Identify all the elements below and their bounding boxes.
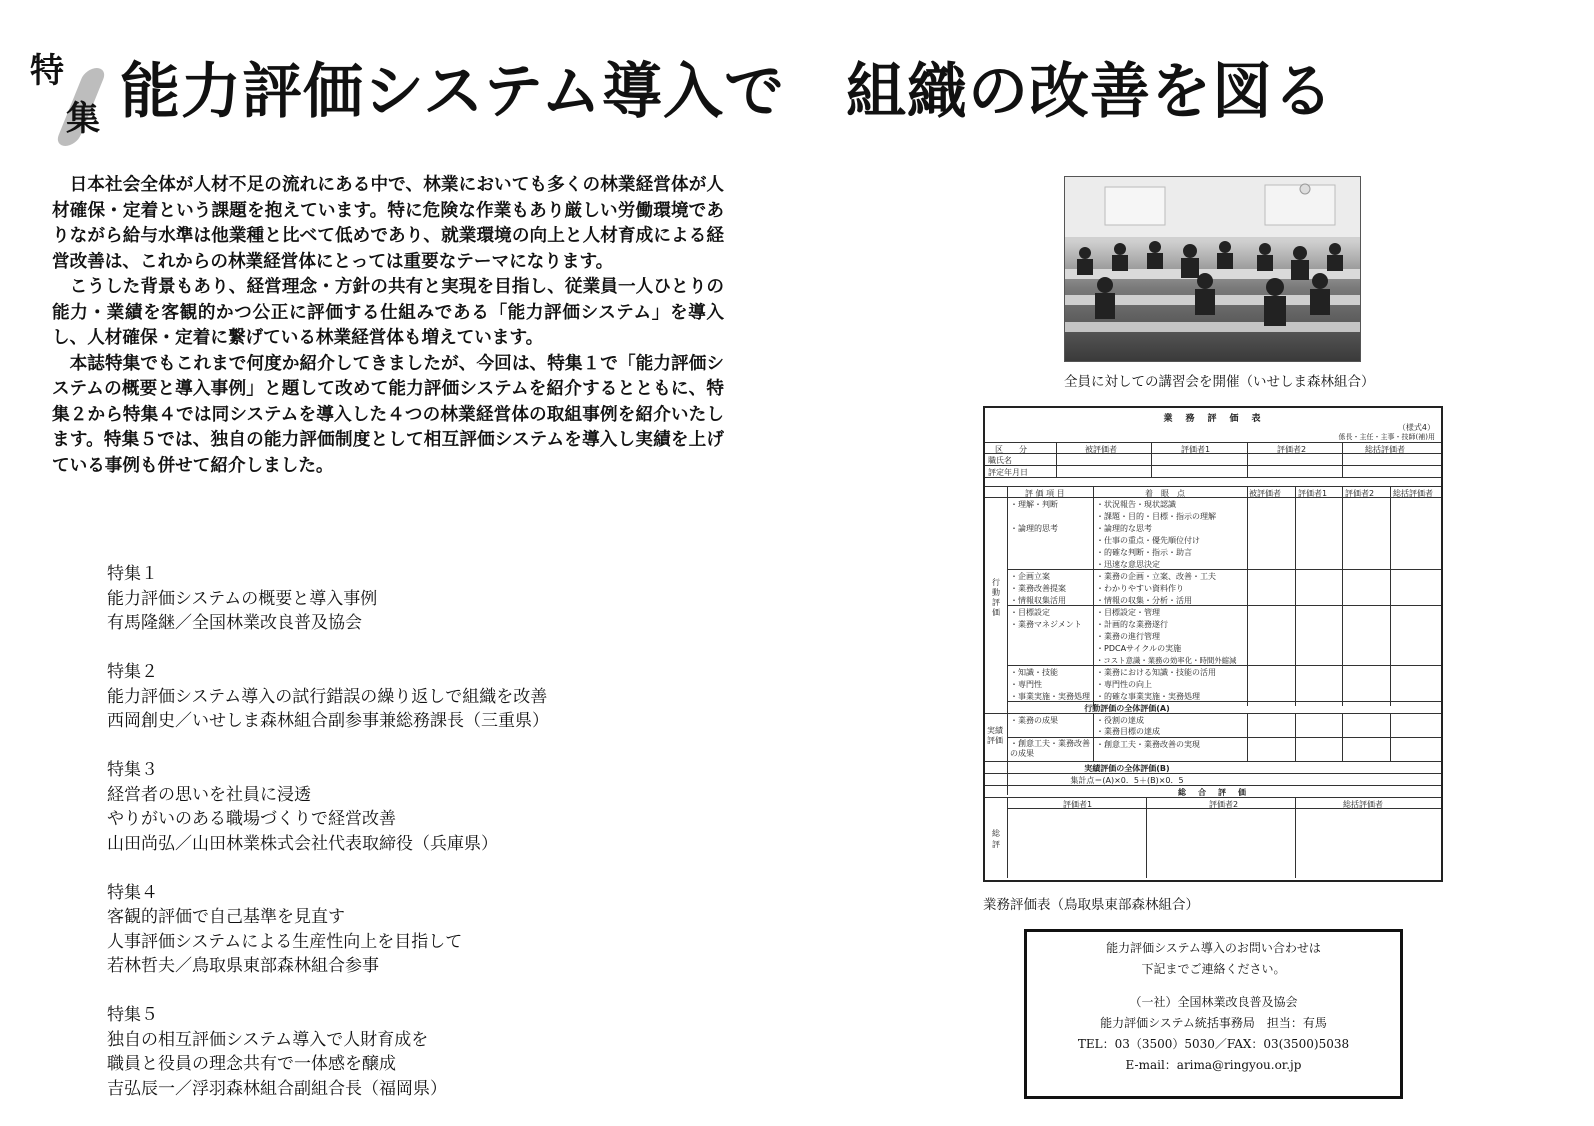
eval-point: ・論理的な思考 [1096, 524, 1152, 533]
eval-col-evaluator1: 評価者1 [1298, 489, 1328, 498]
action-total: 行動評価の全体評価(A) [1084, 704, 1170, 713]
eval-col-general: 総括評価者 [1393, 489, 1433, 498]
feature-line: 客観的評価で自己基準を見直す [107, 907, 345, 927]
feature-item [107, 660, 667, 734]
feature-item [107, 1003, 667, 1101]
eval-col-points: 着 眼 点 [1145, 489, 1185, 498]
head-col-evaluee: 被評価者 [1085, 445, 1117, 454]
contact-line-1: 能力評価システム導入のお問い合わせは [1106, 941, 1321, 955]
eval-item: ・業務マネジメント [1010, 620, 1082, 629]
overall-col-general: 総括評価者 [1343, 800, 1383, 809]
eval-point: ・仕事の重点・優先順位付け [1096, 536, 1200, 545]
eval-item: ・企画立案 [1010, 572, 1050, 581]
feature-item [107, 562, 667, 636]
eval-item: ・知識・技能 [1010, 668, 1058, 677]
contact-tel: TEL：03（3500）5030／FAX：03(3500)5038 [1077, 1037, 1350, 1051]
feature-item [107, 881, 667, 979]
seminar-photo-drawing [1065, 177, 1360, 361]
feature-list [107, 562, 667, 1126]
intro-paragraph-1: 日本社会全体が人材不足の流れにある中で、林業においても多くの林業経営体が人材確保・定着という課題を抱えています。特に危険な作業もあり厳しい労働環境でありながら給与水準は他業種と比べて低めであり、就業環境の向上と人材育成による経営改善は、これからの林業経営体にとっては重要なテーマになります。 [52, 174, 724, 272]
eval-item: ・専門性 [1010, 680, 1042, 689]
eval-point: ・計画的な業務遂行 [1096, 620, 1168, 629]
eval-point: ・業務の企画・立案、改善・工夫 [1096, 572, 1216, 581]
feature-line: 経営者の思いを社員に浸透 [107, 784, 311, 805]
intro-paragraph-3: 本誌特集でもこれまで何度か紹介してきましたが、今回は、特集１で「能力評価システムの概要と導入事例」と題して改めて能力評価システムを紹介するとともに、特集２から特集４では同システムを導入した４つの林業経営体の取組事例を紹介いたします。特集５では、独自の能力評価制度として相互評価システムを導入し実績を上げている事例も併せて紹介しました。 [52, 352, 724, 476]
feature-line: 若林哲夫／鳥取県東部森林組合参事 [107, 956, 379, 976]
eval-point: ・専門性の向上 [1096, 680, 1152, 689]
feature-line: 能力評価システム導入の試行錯誤の繰り返しで組織を改善 [107, 686, 548, 707]
eval-point: ・PDCAサイクルの実施 [1096, 644, 1182, 653]
section-action: 行 動 評 価 [992, 578, 1000, 617]
seminar-photo [1064, 176, 1361, 362]
eval-point: ・課題・目的・目標・指示の理解 [1096, 512, 1216, 521]
form-target: 係長・主任・主事・技師(補)用 [1338, 433, 1435, 441]
feature-line: 有馬隆継／全国林業改良普及協会 [107, 613, 362, 633]
intro-paragraph-2: こうした背景もあり、経営理念・方針の共有と実現を目指し、従業員一人ひとりの能力・業績を客観的かつ公正に評価する仕組みである「能力評価システム」を導入し、人材確保・定着に繋げている林業経営体も増えています。 [52, 276, 724, 348]
eval-item: ・論理的思考 [1010, 524, 1058, 533]
contact-office: 能力評価システム統括事務局 担当：有馬 [1100, 1016, 1327, 1030]
eval-item: ・事業実施・実務処理 [1010, 692, 1090, 701]
result-point: ・業務目標の達成 [1096, 727, 1160, 736]
feature-line: 西岡創史／いせしま森林組合副参事兼総務課長（三重県） [107, 711, 549, 731]
eval-item: ・情報収集活用 [1010, 596, 1066, 605]
result-total: 実績評価の全体評価(B) [1084, 764, 1170, 773]
contact-org: （一社）全国林業改良普及協会 [1129, 995, 1298, 1009]
eval-point: ・状況報告・現状認識 [1096, 500, 1176, 509]
head-col-general: 総括評価者 [1365, 445, 1405, 454]
form-style-no: （様式4） [1397, 423, 1435, 432]
head-col-section: 区 分 [995, 445, 1027, 454]
eval-item: ・目標設定 [1010, 608, 1050, 617]
eval-col-items: 評 価 項 目 [1025, 489, 1065, 498]
eval-point: ・的確な判断・指示・助言 [1096, 548, 1192, 557]
feature-line: 人事評価システムによる生産性向上を目指して [107, 931, 463, 952]
page-title-part-2: 組織の改善を図る [846, 57, 1334, 127]
eval-item: ・業務改善提案 [1010, 584, 1066, 593]
overall-title: 総 合 評 価 [1178, 788, 1248, 797]
result-item: ・業務の成果 [1010, 716, 1058, 725]
eval-point: ・的確な事業実施・実務処理 [1096, 692, 1200, 701]
eval-point: ・業務における知識・技能の活用 [1096, 668, 1216, 677]
score-formula: 集計点＝(A)×0．5＋(B)×0．5 [1070, 776, 1184, 785]
badge-char-1: 特 [30, 51, 64, 91]
eval-item: ・理解・判断 [1010, 500, 1058, 509]
feature-line: 独自の相互評価システム導入で人財育成を [107, 1029, 429, 1050]
eval-col-evaluator2: 評価者2 [1345, 489, 1375, 498]
contact-box [1024, 929, 1403, 1099]
eval-point: ・わかりやすい資料作り [1096, 584, 1184, 593]
overall-col-evaluator1: 評価者1 [1063, 800, 1093, 809]
head-col-evaluator2: 評価者2 [1277, 445, 1307, 454]
eval-point: ・業務の進行管理 [1096, 632, 1160, 641]
feature-line: やりがいのある職場づくりで経営改善 [107, 809, 396, 829]
contact-email[interactable]: E-mail：arima@ringyou.or.jp [1125, 1058, 1302, 1072]
feature-heading: 特集５ [107, 1005, 158, 1025]
contact-line-2: 下記までご連絡ください。 [1141, 962, 1286, 976]
feature-line: 吉弘辰一／浮羽森林組合副組合長（福岡県） [107, 1078, 447, 1099]
feature-heading: 特集１ [107, 564, 158, 584]
evaluation-form [983, 406, 1443, 882]
form-caption: 業務評価表（鳥取県東部森林組合） [983, 897, 1199, 913]
overall-col-evaluator2: 評価者2 [1209, 800, 1239, 809]
row-date: 評定年月日 [988, 468, 1028, 477]
form-title: 業 務 評 価 表 [1163, 414, 1263, 424]
page-title-part-1: 能力評価システム導入で [120, 57, 785, 127]
section-result: 実績 評価 [987, 726, 1003, 745]
badge-char-2: 集 [66, 99, 100, 139]
result-point: ・役割の達成 [1096, 716, 1144, 725]
eval-point: ・情報の収集・分析・活用 [1096, 596, 1192, 605]
feature-item [107, 758, 667, 856]
feature-line: 山田尚弘／山田林業株式会社代表取締役（兵庫県） [107, 833, 498, 854]
result-point: ・創意工夫・業務改善の実現 [1096, 740, 1200, 749]
head-col-evaluator1: 評価者1 [1181, 445, 1211, 454]
eval-point: ・目標設定・管理 [1096, 608, 1160, 617]
feature-line: 職員と役員の理念共有で一体感を醸成 [107, 1054, 396, 1074]
eval-point: ・迅速な意思決定 [1096, 560, 1160, 569]
feature-badge [30, 50, 116, 142]
feature-heading: 特集３ [107, 760, 158, 780]
feature-heading: 特集４ [107, 882, 158, 903]
feature-line: 能力評価システムの概要と導入事例 [107, 588, 378, 609]
feature-heading: 特集２ [107, 662, 158, 682]
row-name: 職氏名 [988, 456, 1012, 465]
result-item: ・創意工夫・業務改善の成果 [1010, 739, 1090, 758]
eval-col-evaluee: 被評価者 [1249, 489, 1281, 498]
intro-text [52, 172, 724, 478]
photo-caption: 全員に対しての講習会を開催（いせしま森林組合） [1064, 374, 1375, 390]
eval-point: ・コスト意識・業務の効率化・時間外縮減 [1096, 656, 1237, 665]
section-overall: 総 評 [992, 829, 1000, 849]
